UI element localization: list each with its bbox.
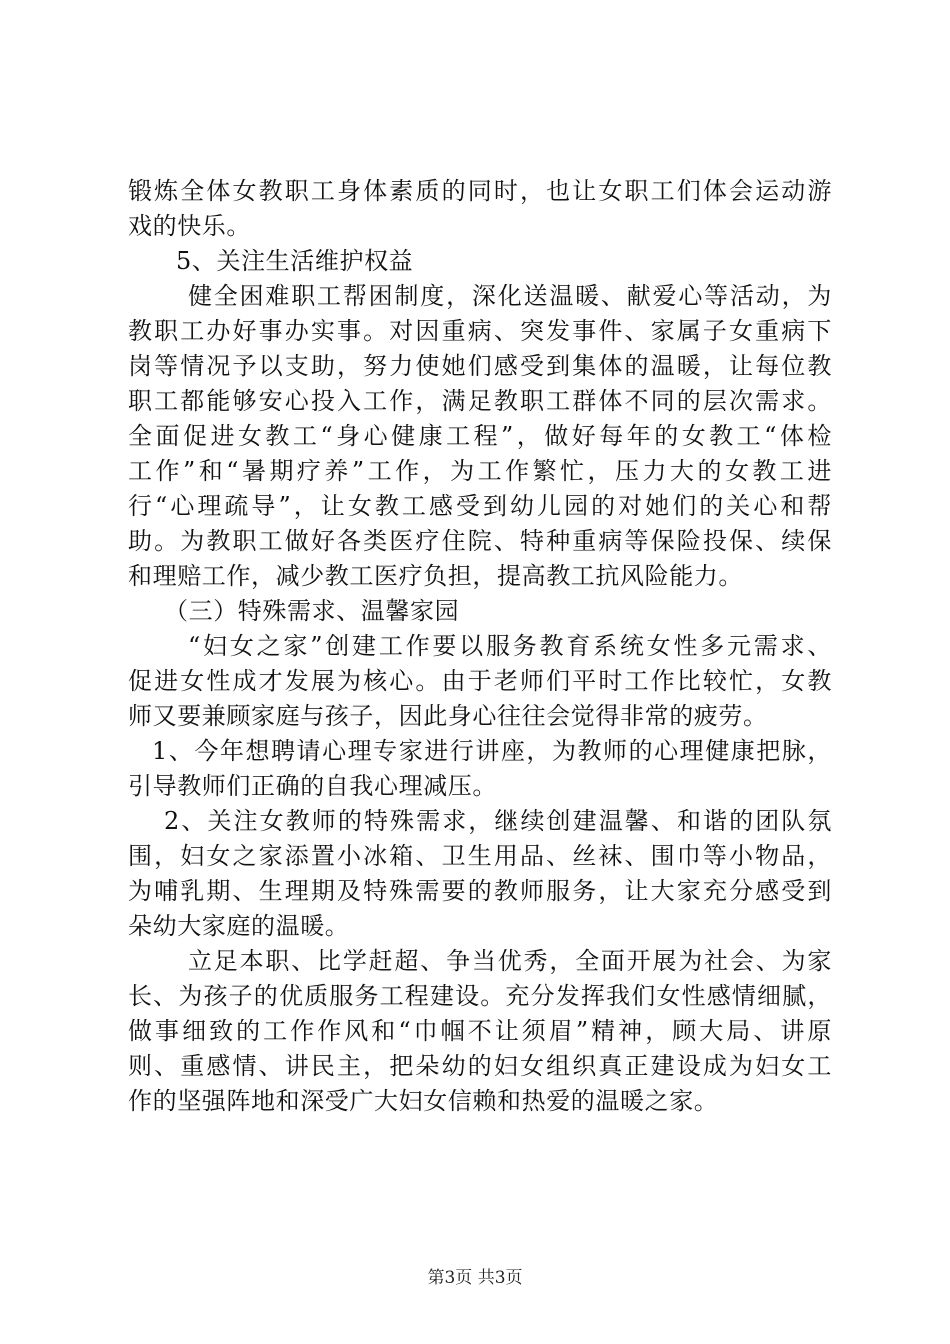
text-line: 1、今年想聘请心理专家进行讲座，为教师的心理健康把脉， — [152, 737, 832, 765]
text-line: 教职工办好事办实事。对因重病、突发事件、家属子女重病下 — [128, 317, 832, 345]
section-heading: （三）特殊需求、温馨家园 — [164, 597, 460, 625]
text-line: 立足本职、比学赶超、争当优秀，全面开展为社会、为家 — [188, 947, 832, 975]
text-line: 促进女性成才发展为核心。由于老师们平时工作比较忙，女教 — [128, 667, 832, 695]
text-line: 锻炼全体女教职工身体素质的同时，也让女职工们体会运动游 — [128, 177, 832, 205]
text-line: 引导教师们正确的自我心理减压。 — [128, 772, 497, 800]
text-line: “妇女之家”创建工作要以服务教育系统女性多元需求、 — [188, 632, 832, 660]
text-line: 做事细致的工作作风和“巾帼不让须眉”精神，顾大局、讲原 — [128, 1017, 832, 1045]
text-line: 朵幼大家庭的温暖。 — [128, 912, 350, 940]
text-line: 职工都能够安心投入工作，满足教职工群体不同的层次需求。 — [128, 387, 832, 415]
text-line: 助。为教职工做好各类医疗住院、特种重病等保险投保、续保 — [128, 527, 832, 555]
text-line: 和理赔工作，减少教工医疗负担，提高教工抗风险能力。 — [128, 562, 743, 590]
text-line: 师又要兼顾家庭与孩子，因此身心往往会觉得非常的疲劳。 — [128, 702, 768, 730]
page-number-footer: 第3页 共3页 — [427, 1268, 523, 1288]
text-line: 全面促进女教工“身心健康工程”，做好每年的女教工“体检 — [128, 422, 832, 450]
text-line: 戏的快乐。 — [128, 212, 251, 240]
text-line: 2、关注女教师的特殊需求，继续创建温馨、和谐的团队氛 — [164, 807, 832, 835]
document-body — [128, 174, 832, 1119]
text-line: 健全困难职工帮困制度，深化送温暖、献爱心等活动，为 — [188, 282, 832, 310]
text-line: 行“心理疏导”，让女教工感受到幼儿园的对她们的关心和帮 — [128, 492, 832, 520]
text-line: 作的坚强阵地和深受广大妇女信赖和热爱的温暖之家。 — [128, 1087, 719, 1115]
text-line: 为哺乳期、生理期及特殊需要的教师服务，让大家充分感受到 — [128, 877, 832, 905]
text-line: 岗等情况予以支助，努力使她们感受到集体的温暖，让每位教 — [128, 352, 832, 380]
text-line: 工作”和“暑期疗养”工作，为工作繁忙，压力大的女教工进 — [128, 457, 832, 485]
text-line: 则、重感情、讲民主，把朵幼的妇女组织真正建设成为妇女工 — [128, 1052, 832, 1080]
text-line: 围，妇女之家添置小冰箱、卫生用品、丝袜、围巾等小物品， — [128, 842, 832, 870]
section-heading: 5、关注生活维护权益 — [176, 247, 414, 275]
text-line: 长、为孩子的优质服务工程建设。充分发挥我们女性感情细腻， — [128, 982, 832, 1010]
